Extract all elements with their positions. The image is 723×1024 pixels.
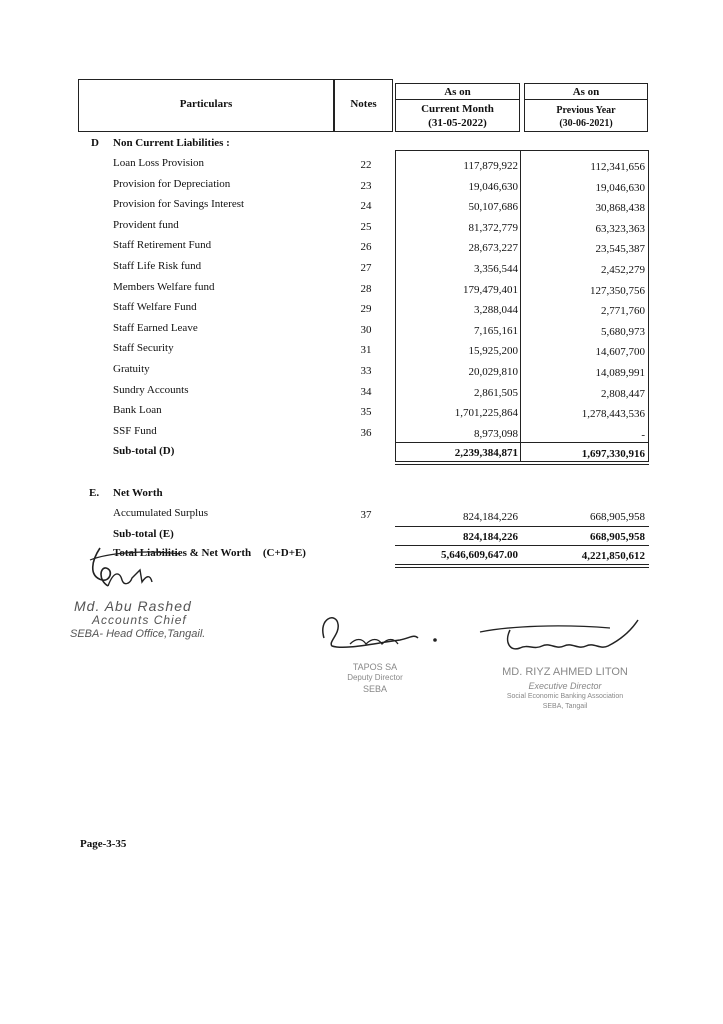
liability-row-previous: - xyxy=(641,429,645,441)
liability-row-current: 117,879,922 xyxy=(463,160,518,172)
liability-row-previous: 127,350,756 xyxy=(590,285,645,297)
liability-row-label: Staff Security xyxy=(113,342,174,354)
particulars-header: Particulars xyxy=(179,98,233,110)
current-header-divider xyxy=(395,99,520,100)
liability-row-note: 29 xyxy=(360,303,372,315)
right-signer-title: Executive Director xyxy=(528,681,602,691)
liability-row-label: Staff Life Risk fund xyxy=(113,260,202,272)
left-signer-name: Md. Abu Rashed xyxy=(74,598,192,614)
liability-row-note: 27 xyxy=(360,262,372,274)
liability-row-current: 19,046,630 xyxy=(468,181,518,193)
subtotal-e-current: 824,184,226 xyxy=(463,531,518,543)
liability-row-label: Provision for Savings Interest xyxy=(113,198,245,210)
liability-row-label: SSF Fund xyxy=(113,425,157,437)
subtotal-d-double-line-2 xyxy=(395,464,649,465)
liability-row-current: 1,701,225,864 xyxy=(454,407,518,419)
liability-row-label: Loan Loss Provision xyxy=(113,157,205,169)
liability-row-current: 179,479,401 xyxy=(463,284,518,296)
section-e-title: Net Worth xyxy=(113,487,163,499)
liability-row-previous: 63,323,363 xyxy=(595,223,645,235)
page-number: Page-3-35 xyxy=(80,838,127,850)
subtotal-d-previous: 1,697,330,916 xyxy=(581,448,645,460)
liability-row-label: Staff Earned Leave xyxy=(113,322,198,334)
section-d-top-line xyxy=(395,150,649,151)
liability-row-previous: 2,452,279 xyxy=(601,264,645,276)
previous-year-label: Previous Year xyxy=(556,105,616,116)
liability-row-previous: 14,089,991 xyxy=(595,367,645,379)
subtotal-e-label: Sub-total (E) xyxy=(113,528,174,540)
middle-signer-org: SEBA xyxy=(362,684,387,694)
liability-row-note: 26 xyxy=(360,241,372,253)
total-previous: 4,221,850,612 xyxy=(581,550,645,562)
total-double-line-2 xyxy=(395,567,649,568)
middle-signer-name: TAPOS SA xyxy=(352,662,398,672)
total-current: 5,646,609,647.00 xyxy=(441,549,518,561)
liability-row-previous: 23,545,387 xyxy=(595,243,645,255)
middle-signature-scribble xyxy=(310,608,450,658)
right-signer-city: SEBA, Tangail xyxy=(542,703,588,710)
liability-row-previous: 1,278,443,536 xyxy=(581,408,645,420)
left-signer-org: SEBA- Head Office,Tangail. xyxy=(70,628,206,640)
liability-row-note: 30 xyxy=(360,324,372,336)
middle-signer-title: Deputy Director xyxy=(347,673,403,682)
liability-row-current: 2,861,505 xyxy=(474,387,518,399)
liability-row-label: Bank Loan xyxy=(113,404,162,416)
liability-row-label: Provision for Depreciation xyxy=(113,178,231,190)
liability-row-previous: 19,046,630 xyxy=(595,182,645,194)
current-date: (31-05-2022) xyxy=(428,117,487,129)
accumulated-surplus-current: 824,184,226 xyxy=(463,511,518,523)
liability-row-note: 25 xyxy=(360,221,372,233)
section-e-letter: E. xyxy=(89,487,100,499)
subtotal-e-previous: 668,905,958 xyxy=(590,531,645,543)
liability-row-label: Members Welfare fund xyxy=(113,281,215,293)
left-signature-scribble xyxy=(70,540,210,600)
liability-row-label: Gratuity xyxy=(113,363,150,375)
liability-row-label: Staff Retirement Fund xyxy=(113,239,212,251)
right-signer-org: Social Economic Banking Association xyxy=(506,693,624,700)
liability-row-previous: 14,607,700 xyxy=(595,346,645,358)
current-as-on: As on xyxy=(444,86,471,98)
liability-row-note: 28 xyxy=(360,283,372,295)
previous-col-right-line xyxy=(648,150,649,462)
right-signer-name: MD. RIYZ AHMED LITON xyxy=(502,666,628,678)
accumulated-surplus-previous: 668,905,958 xyxy=(590,511,645,523)
subtotal-e-top-line xyxy=(395,526,649,527)
liability-row-previous: 2,808,447 xyxy=(601,388,645,400)
liability-row-label: Provident fund xyxy=(113,219,179,231)
liability-row-current: 50,107,686 xyxy=(468,201,518,213)
previous-as-on: As on xyxy=(572,86,600,98)
liability-row-note: 23 xyxy=(360,180,372,192)
notes-header: Notes xyxy=(350,98,377,110)
liability-row-label: Staff Welfare Fund xyxy=(113,301,197,313)
accumulated-surplus-label: Accumulated Surplus xyxy=(113,507,209,519)
previous-header-divider xyxy=(524,99,648,100)
subtotal-d-double-line-1 xyxy=(395,461,649,462)
total-double-line-1 xyxy=(395,564,649,565)
left-signer-title: Accounts Chief xyxy=(92,613,187,627)
liability-row-previous: 5,680,973 xyxy=(601,326,645,338)
liability-row-current: 20,029,810 xyxy=(468,366,518,378)
section-d-title: Non Current Liabilities : xyxy=(113,137,230,149)
liability-row-current: 3,356,544 xyxy=(474,263,518,275)
liability-row-note: 24 xyxy=(360,200,372,212)
previous-date: (30-06-2021) xyxy=(559,118,613,129)
liability-row-current: 3,288,044 xyxy=(474,304,518,316)
liability-row-note: 35 xyxy=(360,406,372,418)
subtotal-e-bottom-line xyxy=(395,545,649,546)
liability-row-note: 22 xyxy=(360,159,372,171)
subtotal-d-label: Sub-total (D) xyxy=(113,445,175,457)
liability-row-label: Sundry Accounts xyxy=(113,384,189,396)
liability-row-note: 36 xyxy=(360,427,372,439)
subtotal-d-top-line xyxy=(395,442,649,443)
liability-row-previous: 30,868,438 xyxy=(595,202,645,214)
subtotal-d-current: 2,239,384,871 xyxy=(454,447,518,459)
section-d-letter: D xyxy=(91,137,99,149)
liability-row-current: 81,372,779 xyxy=(468,222,518,234)
liability-row-current: 28,673,227 xyxy=(468,242,518,254)
liability-row-current: 7,165,161 xyxy=(474,325,518,337)
current-month-label: Current Month xyxy=(421,103,494,115)
liability-row-previous: 112,341,656 xyxy=(590,161,645,173)
right-signature-scribble xyxy=(470,612,650,662)
current-col-right-line xyxy=(520,150,521,462)
liability-row-note: 33 xyxy=(360,365,372,377)
liability-row-previous: 2,771,760 xyxy=(601,305,645,317)
liability-row-note: 31 xyxy=(360,344,372,356)
total-formula: (C+D+E) xyxy=(262,547,306,559)
accumulated-surplus-note: 37 xyxy=(360,509,372,521)
liability-row-current: 15,925,200 xyxy=(468,345,518,357)
total-label-text: Total Liabilities & Net Worth xyxy=(113,547,252,559)
liability-row-note: 34 xyxy=(360,386,372,398)
liability-row-current: 8,973,098 xyxy=(474,428,518,440)
